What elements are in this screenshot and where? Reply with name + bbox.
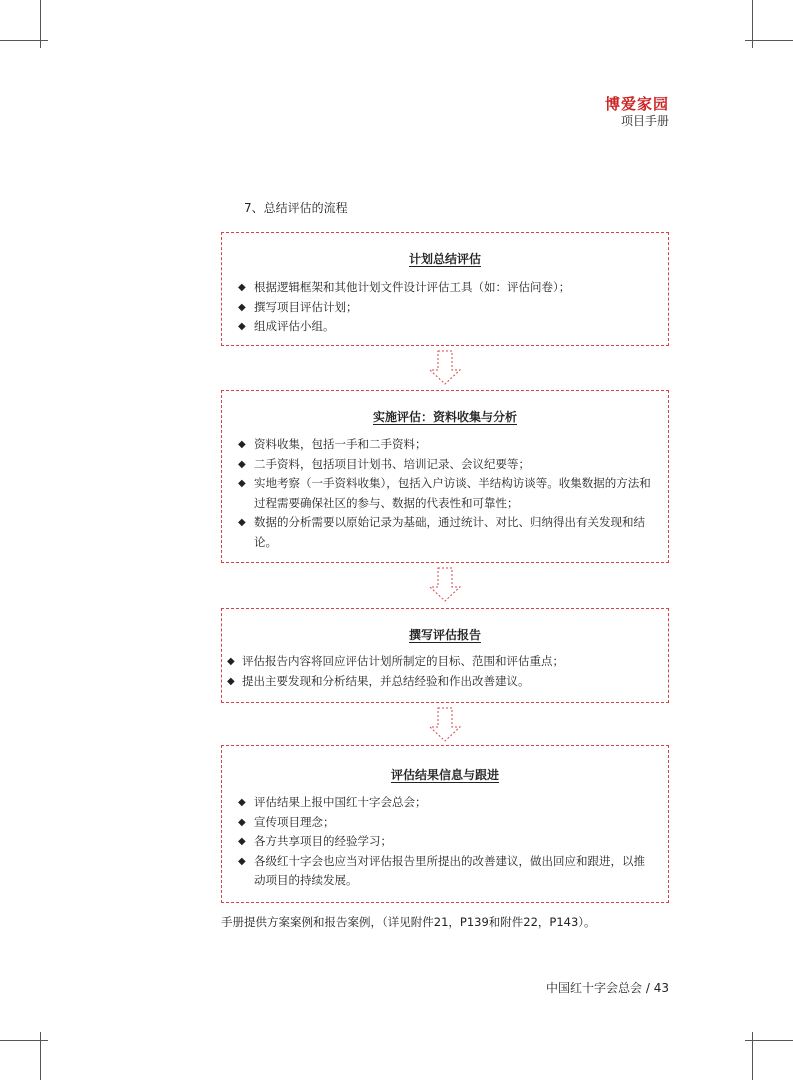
list-item: ◆ 评估结果上报中国红十字会总会； xyxy=(222,793,668,813)
diamond-bullet-icon: ◆ xyxy=(238,855,246,867)
list-item: ◆ 提出主要发现和分析结果，并总结经验和作出改善建议。 xyxy=(222,672,668,692)
down-arrow-icon xyxy=(428,707,462,743)
down-arrow-icon xyxy=(428,350,462,386)
down-arrow-icon xyxy=(428,567,462,603)
step-title: 计划总结评估 xyxy=(408,252,481,266)
list-item: ◆ 资料收集，包括一手和二手资料； xyxy=(222,435,668,455)
diamond-bullet-icon: ◆ xyxy=(238,301,246,313)
list-item: ◆ 各级红十字会也应当对评估报告里所提出的改善建议，做出回应和跟进，以推动项目的持续发展。 xyxy=(238,853,645,887)
step-title: 评估结果信息与跟进 xyxy=(390,768,499,782)
crop-mark xyxy=(0,1040,48,1041)
diamond-bullet-icon: ◆ xyxy=(238,458,246,470)
flow-step-report xyxy=(221,608,669,703)
diamond-bullet-icon: ◆ xyxy=(238,836,246,847)
section-title: 7、总结评估的流程 xyxy=(244,201,348,215)
list-item: ◆ 评估报告内容将回应评估计划所制定的目标、范围和评估重点； xyxy=(222,652,668,672)
diamond-bullet-icon: ◆ xyxy=(238,797,246,808)
diamond-bullet-icon: ◆ xyxy=(238,439,246,450)
step-list xyxy=(222,652,668,691)
list-item: ◆ 宣传项目理念； xyxy=(222,813,668,833)
header-subtitle: 项目手册 xyxy=(620,114,669,128)
diamond-bullet-icon: ◆ xyxy=(238,321,246,332)
diamond-bullet-icon: ◆ xyxy=(238,517,246,528)
page-footer: 中国红十字会总会 / 43 xyxy=(546,981,669,995)
diamond-bullet-icon: ◆ xyxy=(238,478,246,489)
flow-step-implement xyxy=(221,390,669,563)
diamond-bullet-icon: ◆ xyxy=(227,675,235,687)
list-item: ◆ 二手资料，包括项目计划书、培训记录、会议纪要等； xyxy=(222,455,668,475)
crop-mark xyxy=(745,1040,793,1041)
diamond-bullet-icon: ◆ xyxy=(238,816,246,828)
list-item: ◆ 根据逻辑框架和其他计划文件设计评估工具（如：评估问卷）； xyxy=(222,278,668,298)
step-list xyxy=(222,435,668,552)
step-title: 撰写评估报告 xyxy=(408,628,481,642)
diamond-bullet-icon: ◆ xyxy=(238,282,246,293)
diamond-bullet-icon: ◆ xyxy=(227,656,235,667)
header-title: 博爱家园 xyxy=(604,95,669,113)
list-item: ◆ 组成评估小组。 xyxy=(222,317,668,337)
crop-mark xyxy=(0,40,48,41)
step-list xyxy=(222,793,668,891)
list-item: ◆ 撰写项目评估计划； xyxy=(222,298,668,318)
flow-step-followup xyxy=(221,745,669,903)
step-title: 实施评估：资料收集与分析 xyxy=(372,410,517,424)
flow-step-plan xyxy=(221,232,669,346)
footnote: 手册提供方案案例和报告案例，（详见附件21，P139和附件22，P143）。 xyxy=(221,915,596,929)
list-item: ◆ 实地考察（一手资料收集），包括入户访谈、半结构访谈等。收集数据的方法和过程需要确保社区的参与、数据的代表性和可靠性； xyxy=(238,476,651,510)
list-item: ◆ 各方共享项目的经验学习； xyxy=(222,832,668,852)
list-item: ◆ 数据的分析需要以原始记录为基础，通过统计、对比、归纳得出有关发现和结论。 xyxy=(238,515,645,549)
crop-mark xyxy=(745,40,793,41)
step-list xyxy=(222,278,668,337)
